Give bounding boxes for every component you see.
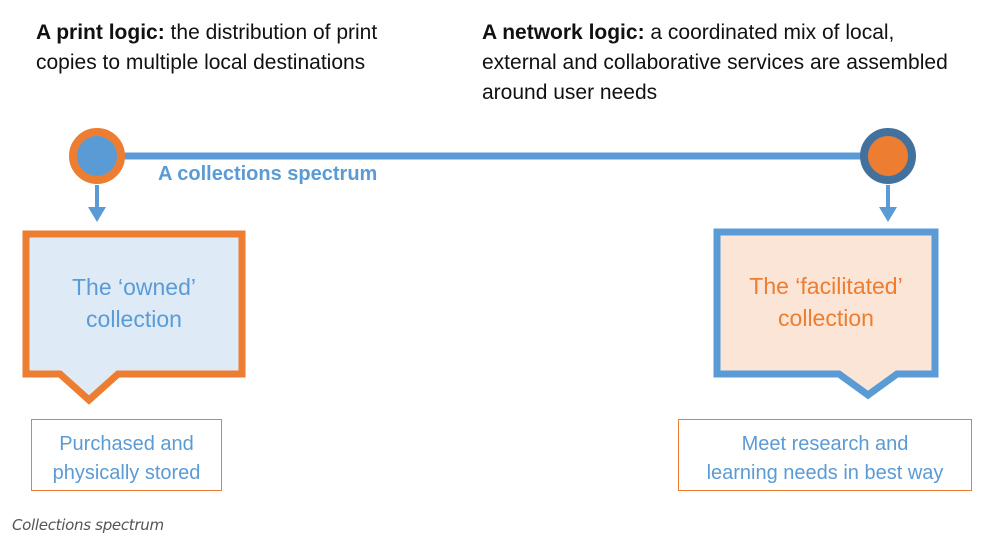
- facilitated-label-line2: collection: [778, 305, 874, 331]
- facilitated-note-box: [678, 419, 972, 491]
- owned-note-line1: Purchased and: [59, 433, 194, 455]
- facilitated-collection-label: [723, 270, 929, 334]
- spectrum-label: A collections spectrum: [158, 163, 378, 185]
- facilitated-note-line1: Meet research and: [741, 433, 909, 455]
- owned-collection-label: [32, 271, 236, 335]
- network-logic-title: A network logic:: [482, 21, 645, 44]
- print-logic-title: A print logic:: [36, 21, 165, 44]
- owned-note-box: [31, 419, 222, 491]
- owned-down-arrow: [88, 185, 106, 222]
- print-logic-description: the distribution of print copies to multiple local destinations: [36, 21, 378, 74]
- owned-label-line1: The ‘owned’: [71, 274, 197, 300]
- figure-caption: Collections spectrum: [12, 516, 164, 534]
- facilitated-down-arrow: [879, 185, 897, 222]
- facilitated-endpoint-circle: [864, 132, 912, 180]
- owned-endpoint-circle: [73, 132, 121, 180]
- owned-label-line2: collection: [86, 306, 182, 332]
- facilitated-note-line2: learning needs in best way: [706, 462, 944, 484]
- facilitated-label-line1: The ‘facilitated’: [749, 273, 903, 299]
- owned-note-line2: physically stored: [52, 462, 201, 484]
- network-logic-description: a coordinated mix of local, external and collaborative services are assembled around user needs: [482, 21, 948, 104]
